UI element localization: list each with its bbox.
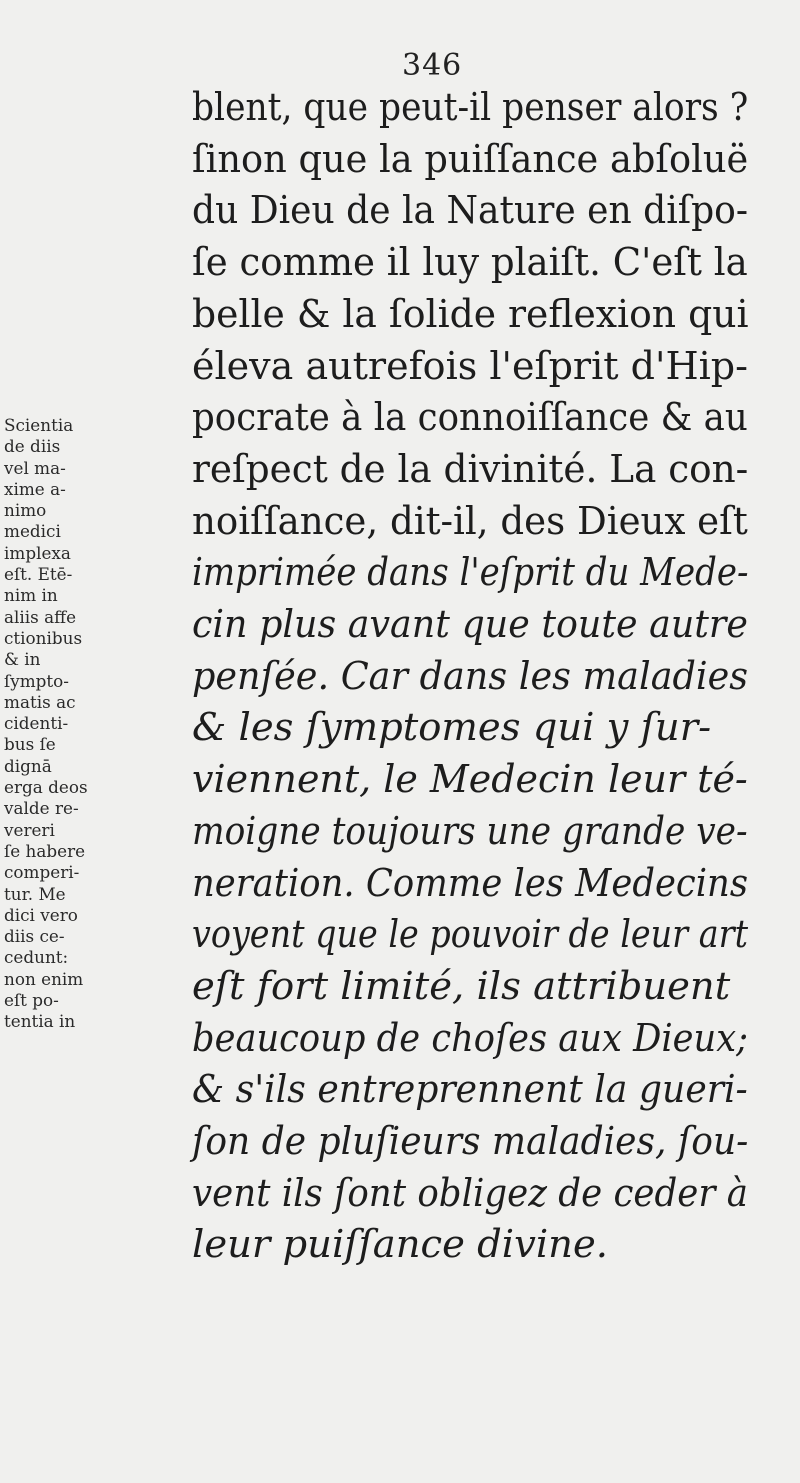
text-line: voyent que le pouvoir de leur art: [192, 912, 749, 958]
margin-note-line: matis ac: [4, 692, 76, 713]
text-line: ſon de pluſieurs maladies, ſou-: [192, 1119, 749, 1165]
margin-note-line: & in: [4, 650, 41, 671]
margin-note-line: dici vero: [4, 905, 78, 926]
margin-note-line: nim in: [4, 586, 58, 607]
text-line: ſinon que la puiſſance abſoluë: [192, 136, 749, 182]
text-line: noiſſance, dit-il, des Dieux eſt: [192, 498, 748, 544]
text-line: & les ſymptomes qui y ſur-: [192, 705, 712, 751]
text-line: moigne toujours une grande ve-: [192, 808, 748, 854]
text-line: du Dieu de la Nature en diſpo-: [192, 188, 749, 234]
text-line: blent, que peut-il penser alors ?: [192, 85, 749, 130]
text-line: neration. Comme les Medecins: [192, 860, 749, 906]
margin-note-line: eſt po-: [4, 991, 59, 1012]
margin-note-line: tur. Me: [4, 884, 66, 905]
margin-note-line: dignā: [4, 756, 52, 777]
text-line: ſe comme il luy plaiſt. C'eſt la: [192, 240, 748, 286]
main-text-block: [192, 82, 748, 1271]
margin-note-line: vel ma-: [4, 458, 66, 479]
margin-note-line: Scientia: [4, 416, 74, 436]
text-line: penſée. Car dans les maladies: [192, 653, 749, 699]
margin-note: [4, 416, 190, 1034]
margin-note-line: ſympto-: [4, 671, 69, 692]
margin-note-line: erga deos: [4, 778, 88, 799]
margin-note-line: aliis affe: [4, 607, 77, 628]
margin-note-line: medici: [4, 522, 61, 543]
text-line: viennent, le Medecin leur té-: [192, 757, 748, 803]
margin-note-line: ſe habere: [4, 841, 86, 862]
margin-note-line: vereri: [4, 820, 55, 841]
page-number: 346: [402, 48, 463, 83]
margin-note-line: cedunt:: [4, 948, 69, 969]
margin-note-line: eſt. Etē-: [4, 565, 73, 586]
margin-note-line: bus ſe: [4, 735, 56, 756]
text-line: & s'ils entreprennent la gueri-: [192, 1067, 748, 1113]
text-line: leur puiſſance divine.: [192, 1222, 608, 1268]
text-line: beaucoup de choſes aux Dieux;: [192, 1015, 748, 1061]
text-line: pocrate à la connoiſſance & au: [192, 395, 748, 441]
margin-note-line: tentia in: [4, 1012, 76, 1033]
text-line: eſt fort limité, ils attribuent: [192, 963, 731, 1009]
text-line: reſpect de la divinité. La con-: [192, 446, 749, 492]
margin-note-line: xime a-: [4, 479, 66, 500]
margin-note-line: cidenti-: [4, 714, 69, 735]
margin-note-line: ctionibus: [4, 628, 83, 649]
margin-note-line: de diis: [4, 437, 61, 458]
text-line: belle & la ſolide reflexion qui: [192, 291, 749, 337]
text-line: éleva autrefois l'eſprit d'Hip-: [192, 343, 748, 389]
margin-note-line: diis ce-: [4, 927, 65, 948]
text-line: cin plus avant que toute autre: [192, 602, 748, 648]
margin-note-line: nimo: [4, 501, 47, 522]
text-line: imprimée dans l'eſprit du Mede-: [192, 550, 749, 596]
text-line: vent ils ſont obligez de ceder à: [192, 1170, 748, 1216]
margin-note-line: comperi-: [4, 863, 80, 884]
margin-note-line: valde re-: [4, 799, 79, 820]
margin-note-line: non enim: [4, 969, 84, 990]
margin-note-line: implexa: [4, 543, 71, 564]
